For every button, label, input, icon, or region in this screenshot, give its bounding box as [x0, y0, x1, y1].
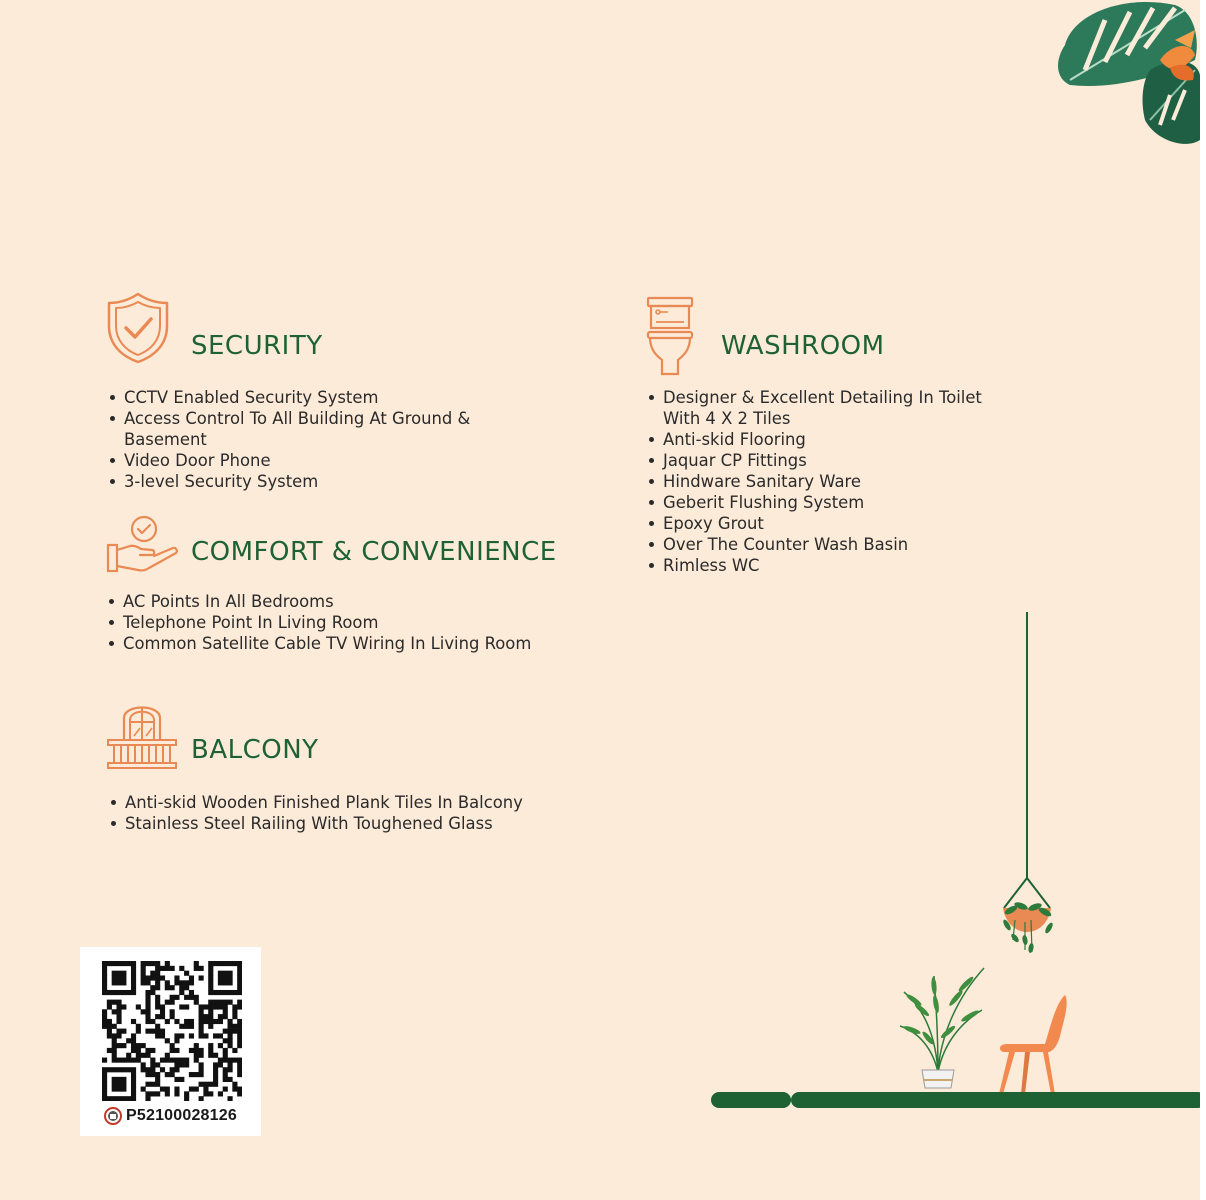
comfort-title: COMFORT & CONVENIENCE — [191, 537, 557, 567]
qr-card — [80, 947, 261, 1136]
list-item: Geberit Flushing System — [648, 492, 1018, 513]
list-item: Telephone Point In Living Room — [108, 612, 578, 633]
list-item: Anti-skid Flooring — [648, 429, 1018, 450]
balcony-list — [110, 792, 580, 834]
list-item: Stainless Steel Railing With Toughened Glass — [110, 813, 580, 834]
list-item: Over The Counter Wash Basin — [648, 534, 1018, 555]
shield-check-icon — [107, 292, 169, 364]
security-list — [109, 387, 529, 492]
list-item: Access Control To All Building At Ground & Basement — [109, 408, 529, 450]
list-item: Epoxy Grout — [648, 513, 1018, 534]
list-item: Designer & Excellent Detailing In Toilet With 4 X 2 Tiles — [648, 387, 1018, 429]
list-item: Video Door Phone — [109, 450, 529, 471]
list-item: 3-level Security System — [109, 471, 529, 492]
balcony-icon — [106, 700, 178, 770]
comfort-list — [108, 591, 578, 654]
hand-check-icon — [106, 515, 180, 575]
floor-bar-right — [791, 1092, 1200, 1108]
list-item: Hindware Sanitary Ware — [648, 471, 1018, 492]
list-item: Jaquar CP Fittings — [648, 450, 1018, 471]
list-item: Rimless WC — [648, 555, 1018, 576]
qr-code[interactable] — [102, 961, 242, 1101]
monstera-leaf-icon — [1045, 0, 1200, 150]
chair-icon — [995, 992, 1075, 1096]
security-title: SECURITY — [191, 331, 323, 361]
list-item: Common Satellite Cable TV Wiring In Living Room — [108, 633, 578, 654]
toilet-icon — [646, 296, 696, 376]
list-item: Anti-skid Wooden Finished Plank Tiles In Balcony — [110, 792, 580, 813]
list-item: AC Points In All Bedrooms — [108, 591, 578, 612]
potted-palm-icon — [898, 962, 988, 1092]
list-item: CCTV Enabled Security System — [109, 387, 529, 408]
washroom-title: WASHROOM — [721, 331, 885, 361]
rera-registration — [104, 1107, 237, 1125]
floor-bar-left — [711, 1092, 791, 1108]
washroom-list — [648, 387, 1018, 576]
balcony-title: BALCONY — [191, 735, 319, 765]
hanging-plant-icon — [995, 610, 1060, 955]
rera-logo-icon — [104, 1107, 122, 1125]
rera-number: P52100028126 — [126, 1107, 237, 1124]
